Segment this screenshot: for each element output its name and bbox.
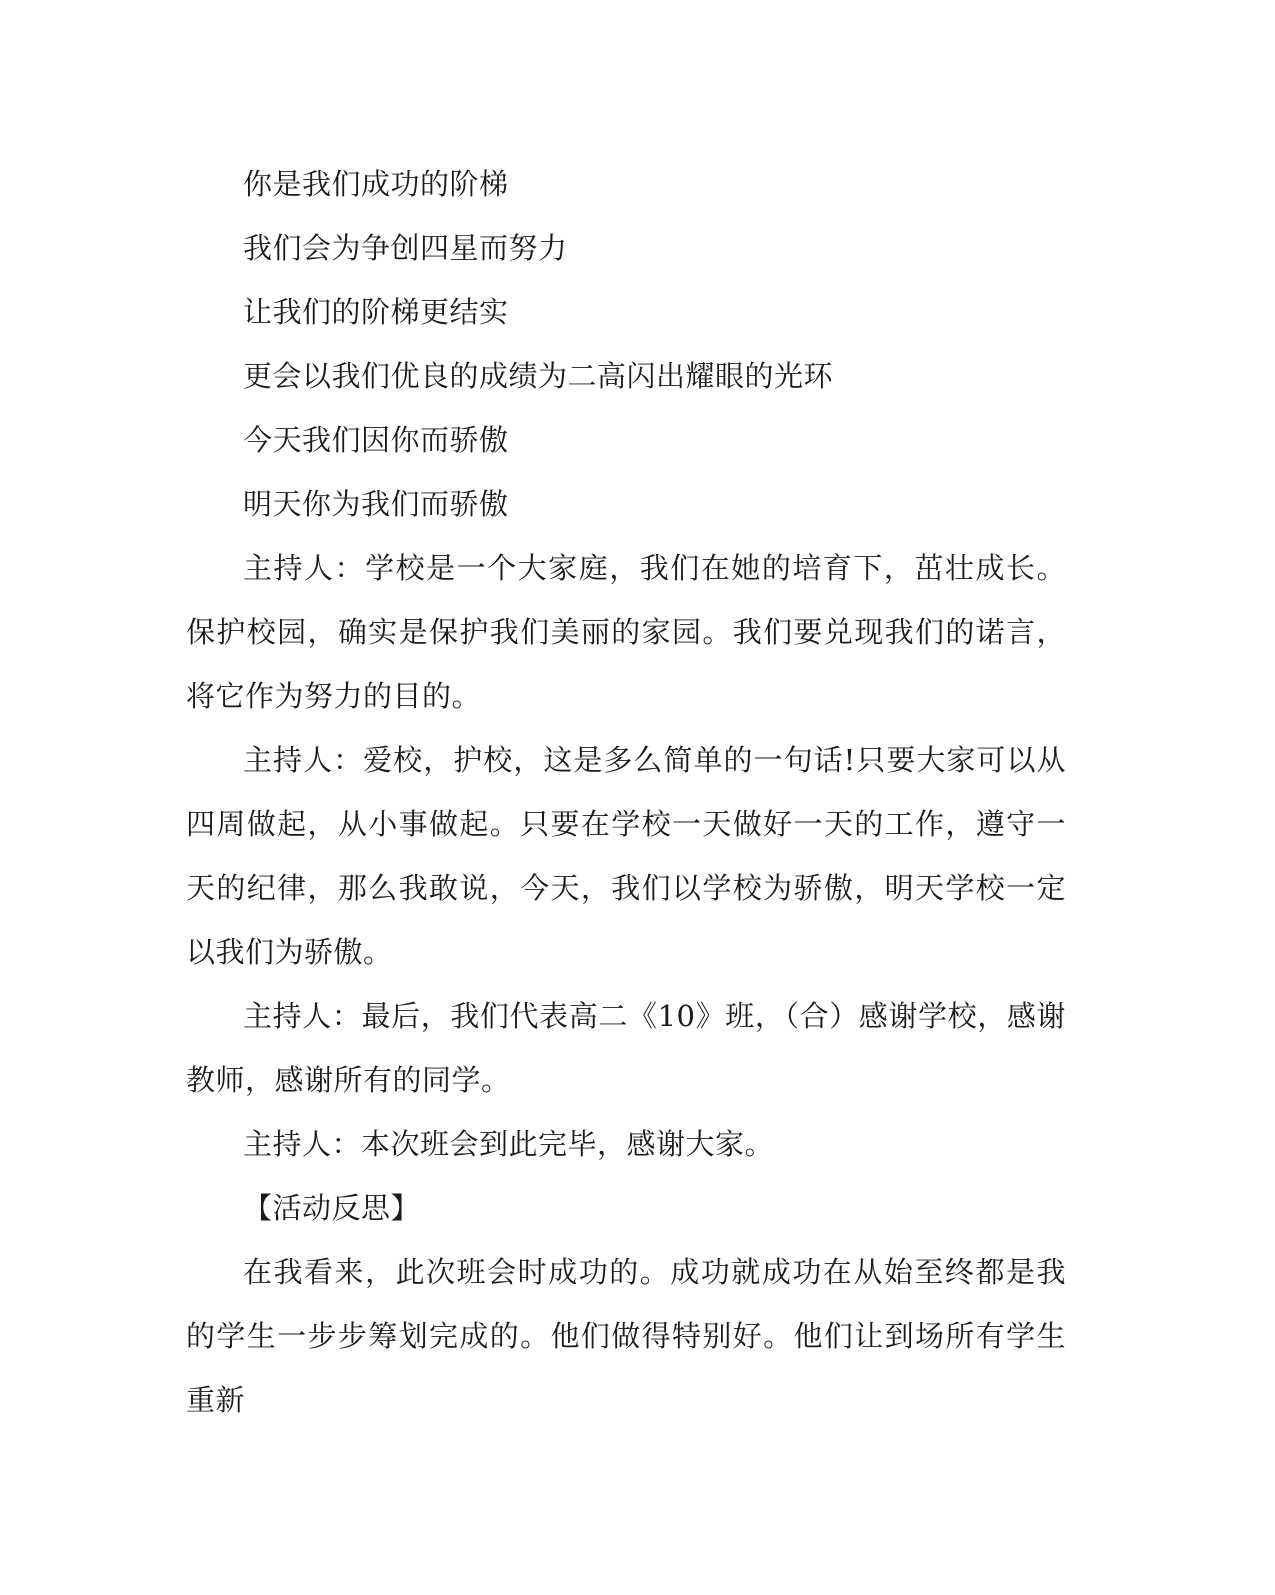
document-body xyxy=(186,152,1066,1432)
host-paragraph: 主持人：最后，我们代表高二《10》班，（合）感谢学校，感谢教师，感谢所有的同学。 xyxy=(186,999,1066,1097)
host-paragraph: 主持人：爱校，护校，这是多么简单的一句话!只要大家可以从四周做起，从小事做起。只要在学校一天做好一天的工作，遵守一天的纪律，那么我敢说，今天，我们以学校为骄傲，明天学校一定以我们为骄傲。 xyxy=(186,743,1066,969)
poem-line: 更会以我们优良的成绩为二高闪出耀眼的光环 xyxy=(243,359,834,393)
poem-line: 你是我们成功的阶梯 xyxy=(243,167,509,201)
poem-line: 让我们的阶梯更结实 xyxy=(243,295,509,329)
poem-line: 我们会为争创四星而努力 xyxy=(243,231,568,265)
host-paragraph: 主持人：本次班会到此完毕，感谢大家。 xyxy=(243,1127,775,1161)
reflection-paragraph: 在我看来，此次班会时成功的。成功就成功在从始至终都是我的学生一步步筹划完成的。他们做得特别好。他们让到场所有学生重新 xyxy=(186,1255,1066,1417)
poem-line: 今天我们因你而骄傲 xyxy=(243,423,509,457)
host-paragraph: 主持人：学校是一个大家庭，我们在她的培育下，茁壮成长。保护校园，确实是保护我们美丽的家园。我们要兑现我们的诺言，将它作为努力的目的。 xyxy=(186,551,1066,713)
section-heading: 【活动反思】 xyxy=(243,1191,421,1225)
poem-line: 明天你为我们而骄傲 xyxy=(243,487,509,521)
